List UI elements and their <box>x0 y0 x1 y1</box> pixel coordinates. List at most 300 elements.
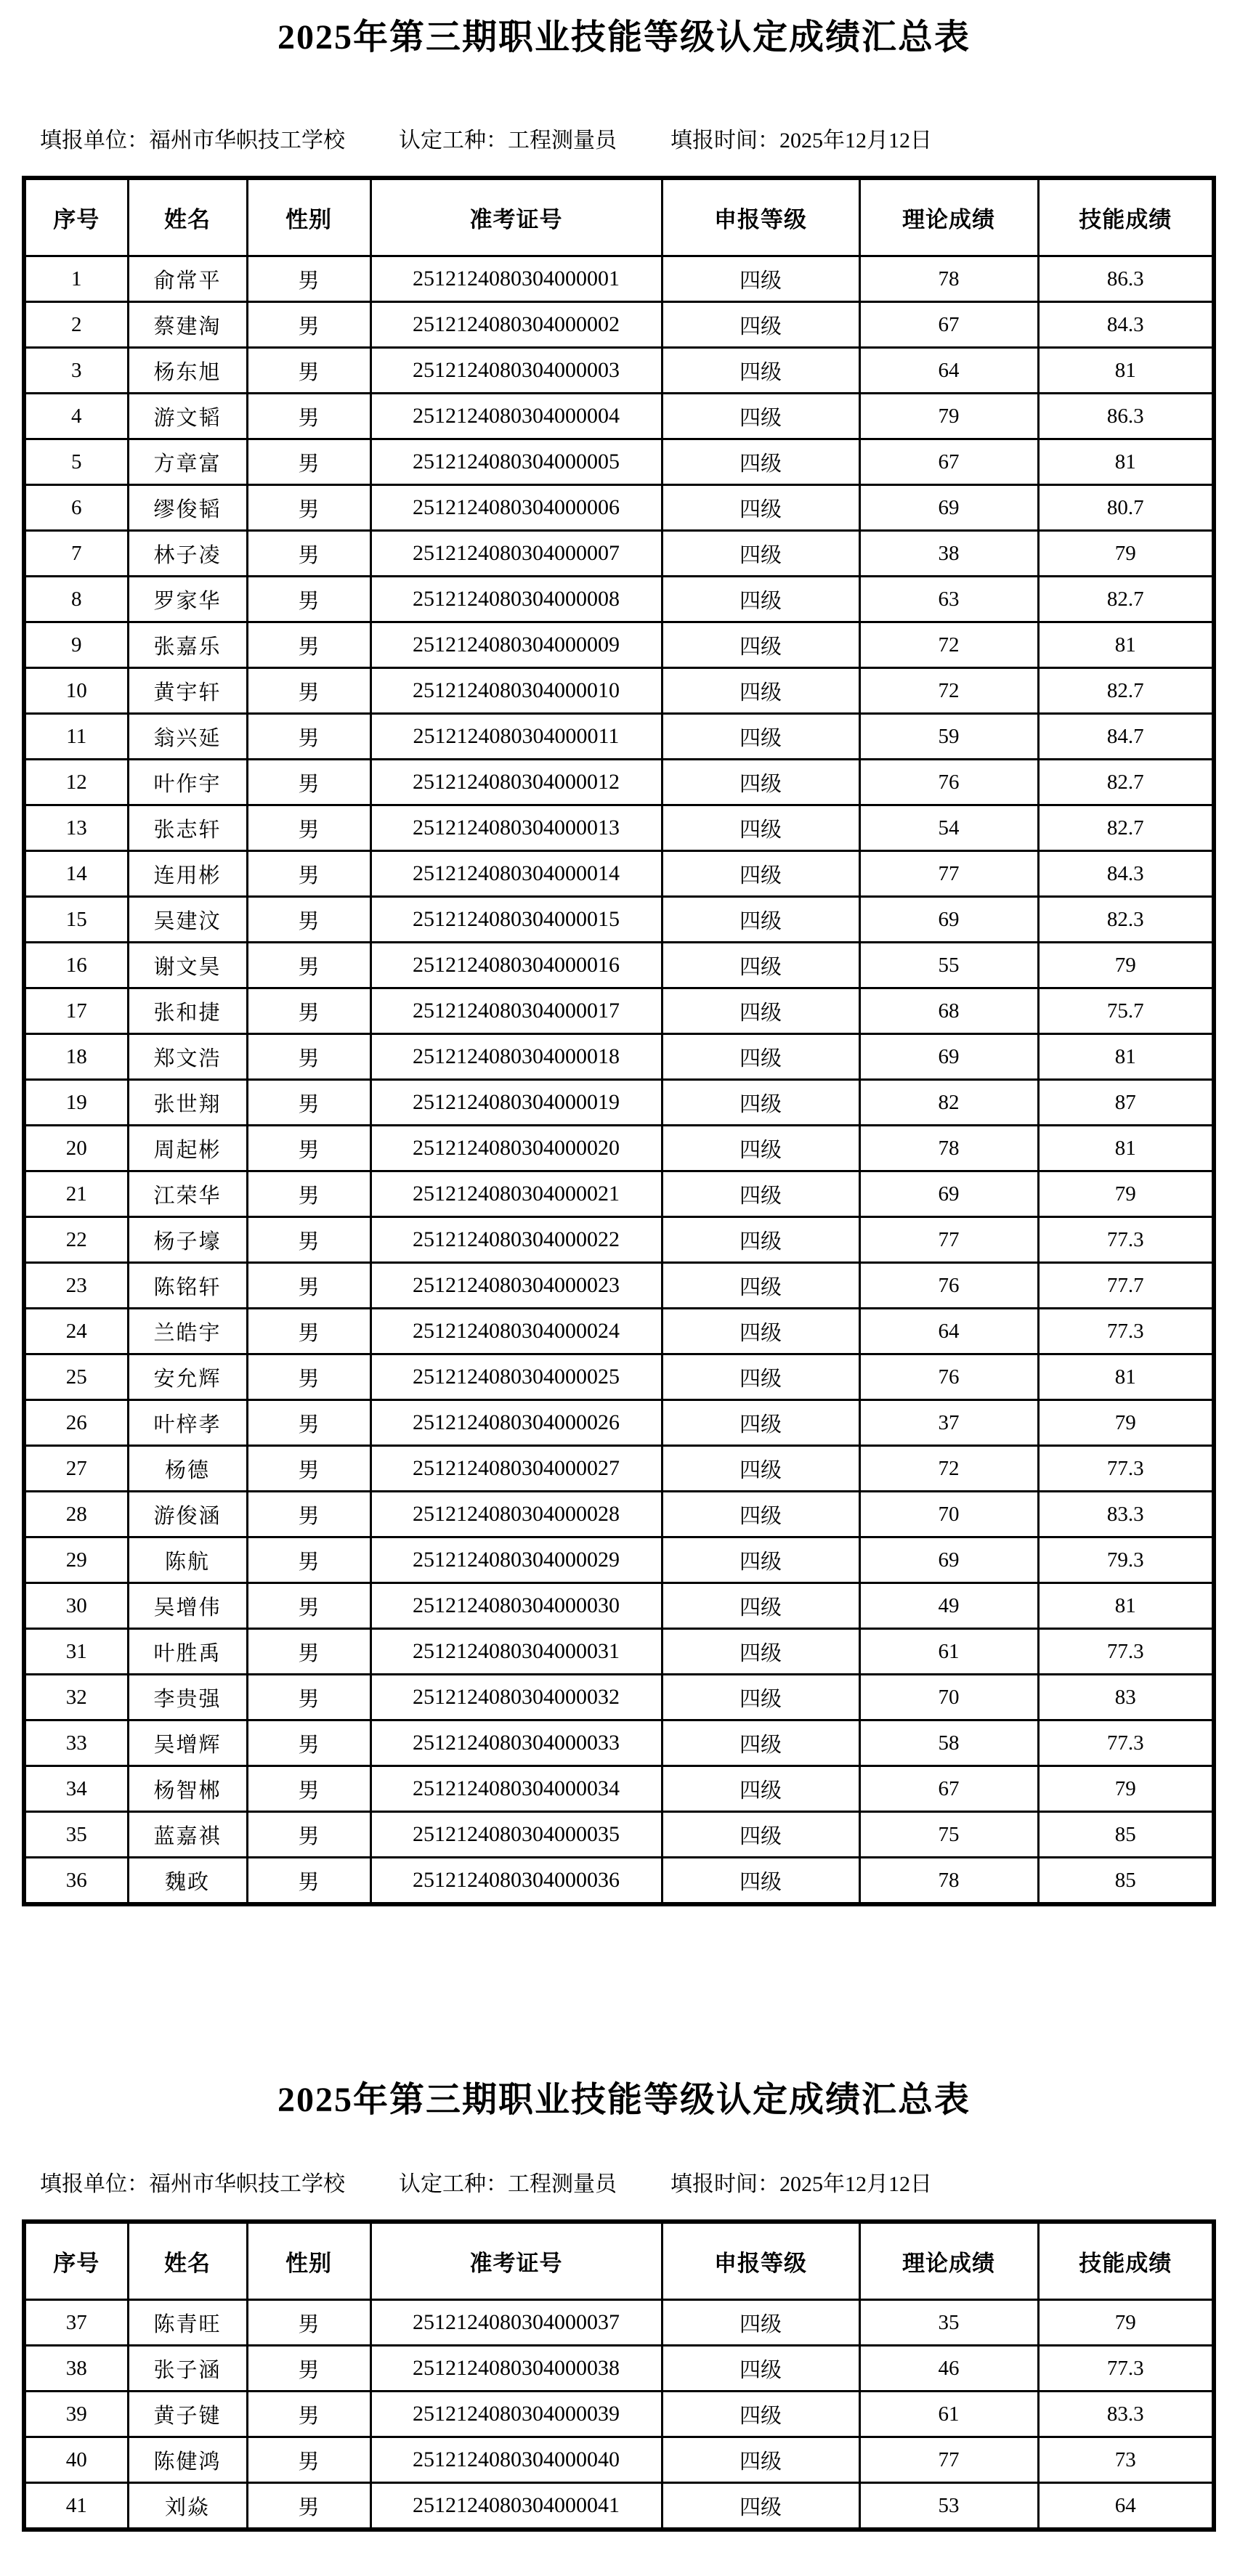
cell-level: 四级 <box>662 531 859 577</box>
cell-no: 29 <box>24 1537 128 1583</box>
cell-name: 缪俊韬 <box>128 485 247 531</box>
cell-id: 2512124080304000013 <box>370 805 662 851</box>
cell-id: 2512124080304000008 <box>370 577 662 622</box>
header-gender: 性别 <box>247 178 370 256</box>
cell-no: 37 <box>24 2300 128 2346</box>
cell-skill: 73 <box>1038 2437 1214 2483</box>
cell-name: 蓝嘉祺 <box>128 1812 247 1858</box>
cell-name: 杨东旭 <box>128 348 247 394</box>
cell-name: 黄子键 <box>128 2392 247 2437</box>
cell-id: 2512124080304000006 <box>370 485 662 531</box>
cell-level: 四级 <box>662 714 859 760</box>
cell-no: 20 <box>24 1126 128 1171</box>
report-meta-line-2 <box>40 2170 1231 2199</box>
header-name: 姓名 <box>128 2222 247 2300</box>
cell-name: 黄宇轩 <box>128 668 247 714</box>
header-no: 序号 <box>24 178 128 256</box>
cell-no: 8 <box>24 577 128 622</box>
cell-gender: 男 <box>247 1675 370 1720</box>
cell-no: 10 <box>24 668 128 714</box>
cell-skill: 81 <box>1038 1126 1214 1171</box>
cell-theory: 63 <box>859 577 1038 622</box>
cell-level: 四级 <box>662 1858 859 1905</box>
cell-id: 2512124080304000020 <box>370 1126 662 1171</box>
cell-no: 22 <box>24 1217 128 1263</box>
table-row <box>24 1080 1214 1126</box>
cell-theory: 61 <box>859 1629 1038 1675</box>
cell-skill: 82.3 <box>1038 897 1214 943</box>
table-row <box>24 1720 1214 1766</box>
table-row <box>24 1583 1214 1629</box>
cell-skill: 84.7 <box>1038 714 1214 760</box>
cell-gender: 男 <box>247 2300 370 2346</box>
cell-no: 2 <box>24 302 128 348</box>
cell-gender: 男 <box>247 1858 370 1905</box>
cell-level: 四级 <box>662 2346 859 2392</box>
cell-theory: 38 <box>859 531 1038 577</box>
cell-theory: 76 <box>859 1354 1038 1400</box>
cell-gender: 男 <box>247 1263 370 1309</box>
header-skill-score: 技能成绩 <box>1038 2222 1214 2300</box>
table-row <box>24 1492 1214 1537</box>
cell-id: 2512124080304000035 <box>370 1812 662 1858</box>
cell-gender: 男 <box>247 2437 370 2483</box>
report-trade-label: 认定工种： <box>399 2172 508 2196</box>
cell-theory: 61 <box>859 2392 1038 2437</box>
cell-no: 12 <box>24 760 128 805</box>
cell-gender: 男 <box>247 1629 370 1675</box>
cell-no: 40 <box>24 2437 128 2483</box>
report-unit <box>40 129 345 153</box>
cell-id: 2512124080304000025 <box>370 1354 662 1400</box>
cell-theory: 77 <box>859 851 1038 897</box>
cell-level: 四级 <box>662 577 859 622</box>
cell-skill: 79 <box>1038 2300 1214 2346</box>
cell-gender: 男 <box>247 1034 370 1080</box>
cell-no: 35 <box>24 1812 128 1858</box>
cell-no: 19 <box>24 1080 128 1126</box>
cell-gender: 男 <box>247 256 370 302</box>
table-row <box>24 988 1214 1034</box>
cell-skill: 79 <box>1038 531 1214 577</box>
cell-gender: 男 <box>247 1354 370 1400</box>
cell-level: 四级 <box>662 2483 859 2530</box>
report-date <box>670 2172 932 2196</box>
cell-name: 杨德 <box>128 1446 247 1492</box>
cell-name: 蔡建淘 <box>128 302 247 348</box>
cell-id: 2512124080304000005 <box>370 439 662 485</box>
cell-theory: 69 <box>859 485 1038 531</box>
table-row <box>24 1812 1214 1858</box>
table-row <box>24 2483 1214 2530</box>
cell-id: 2512124080304000017 <box>370 988 662 1034</box>
cell-id: 2512124080304000032 <box>370 1675 662 1720</box>
cell-level: 四级 <box>662 1766 859 1812</box>
cell-name: 张世翔 <box>128 1080 247 1126</box>
cell-theory: 78 <box>859 1858 1038 1905</box>
cell-id: 2512124080304000001 <box>370 256 662 302</box>
table-header <box>24 2222 1214 2300</box>
cell-level: 四级 <box>662 2437 859 2483</box>
cell-id: 2512124080304000018 <box>370 1034 662 1080</box>
cell-no: 33 <box>24 1720 128 1766</box>
cell-id: 2512124080304000022 <box>370 1217 662 1263</box>
table-row <box>24 348 1214 394</box>
cell-name: 张嘉乐 <box>128 622 247 668</box>
header-level: 申报等级 <box>662 178 859 256</box>
cell-gender: 男 <box>247 714 370 760</box>
cell-id: 2512124080304000026 <box>370 1400 662 1446</box>
cell-skill: 77.3 <box>1038 2346 1214 2392</box>
cell-skill: 81 <box>1038 1354 1214 1400</box>
cell-gender: 男 <box>247 1583 370 1629</box>
table-row <box>24 256 1214 302</box>
table-row <box>24 714 1214 760</box>
table-row <box>24 1675 1214 1720</box>
cell-level: 四级 <box>662 988 859 1034</box>
table-row <box>24 1446 1214 1492</box>
cell-name: 郑文浩 <box>128 1034 247 1080</box>
table-row <box>24 760 1214 805</box>
cell-level: 四级 <box>662 851 859 897</box>
cell-name: 魏政 <box>128 1858 247 1905</box>
cell-id: 2512124080304000041 <box>370 2483 662 2530</box>
cell-gender: 男 <box>247 1309 370 1354</box>
cell-id: 2512124080304000016 <box>370 943 662 988</box>
cell-no: 26 <box>24 1400 128 1446</box>
cell-id: 2512124080304000030 <box>370 1583 662 1629</box>
cell-level: 四级 <box>662 1309 859 1354</box>
table-row <box>24 394 1214 439</box>
cell-skill: 81 <box>1038 1583 1214 1629</box>
cell-skill: 77.3 <box>1038 1309 1214 1354</box>
cell-name: 杨智郴 <box>128 1766 247 1812</box>
cell-level: 四级 <box>662 1263 859 1309</box>
cell-gender: 男 <box>247 851 370 897</box>
cell-no: 6 <box>24 485 128 531</box>
cell-name: 李贵强 <box>128 1675 247 1720</box>
cell-id: 2512124080304000011 <box>370 714 662 760</box>
cell-theory: 78 <box>859 256 1038 302</box>
table-row <box>24 302 1214 348</box>
cell-id: 2512124080304000039 <box>370 2392 662 2437</box>
cell-no: 17 <box>24 988 128 1034</box>
cell-id: 2512124080304000021 <box>370 1171 662 1217</box>
cell-skill: 83.3 <box>1038 1492 1214 1537</box>
table-row <box>24 1171 1214 1217</box>
cell-theory: 76 <box>859 760 1038 805</box>
report-date <box>670 129 932 153</box>
cell-theory: 70 <box>859 1492 1038 1537</box>
table-row <box>24 1309 1214 1354</box>
report-unit-label: 填报单位： <box>40 2172 149 2196</box>
cell-name: 游俊涵 <box>128 1492 247 1537</box>
cell-id: 2512124080304000028 <box>370 1492 662 1537</box>
cell-name: 陈航 <box>128 1537 247 1583</box>
table-row <box>24 622 1214 668</box>
report-date-value: 2025年12月12日 <box>779 129 932 153</box>
cell-id: 2512124080304000037 <box>370 2300 662 2346</box>
cell-id: 2512124080304000007 <box>370 531 662 577</box>
table-row <box>24 1400 1214 1446</box>
cell-no: 9 <box>24 622 128 668</box>
cell-name: 翁兴延 <box>128 714 247 760</box>
cell-theory: 67 <box>859 302 1038 348</box>
cell-skill: 80.7 <box>1038 485 1214 531</box>
table-row <box>24 897 1214 943</box>
cell-skill: 87 <box>1038 1080 1214 1126</box>
cell-level: 四级 <box>662 1812 859 1858</box>
cell-level: 四级 <box>662 1446 859 1492</box>
cell-name: 吴增辉 <box>128 1720 247 1766</box>
cell-level: 四级 <box>662 805 859 851</box>
cell-skill: 79 <box>1038 1400 1214 1446</box>
cell-skill: 75.7 <box>1038 988 1214 1034</box>
report-unit-value: 福州市华帜技工学校 <box>149 2172 345 2196</box>
cell-name: 张子涵 <box>128 2346 247 2392</box>
cell-skill: 81 <box>1038 348 1214 394</box>
cell-level: 四级 <box>662 668 859 714</box>
cell-gender: 男 <box>247 1720 370 1766</box>
cell-id: 2512124080304000009 <box>370 622 662 668</box>
report-date-value: 2025年12月12日 <box>779 2172 932 2196</box>
cell-name: 刘焱 <box>128 2483 247 2530</box>
report-trade-value: 工程测量员 <box>508 129 617 153</box>
table-body <box>24 2300 1214 2530</box>
cell-level: 四级 <box>662 1537 859 1583</box>
cell-theory: 53 <box>859 2483 1038 2530</box>
cell-level: 四级 <box>662 1354 859 1400</box>
table-row <box>24 1126 1214 1171</box>
scores-table-page2 <box>22 2219 1216 2532</box>
cell-gender: 男 <box>247 760 370 805</box>
cell-id: 2512124080304000038 <box>370 2346 662 2392</box>
report-date-label: 填报时间： <box>670 129 779 153</box>
header-theory-score: 理论成绩 <box>859 2222 1038 2300</box>
cell-theory: 76 <box>859 1263 1038 1309</box>
cell-no: 39 <box>24 2392 128 2437</box>
report-unit <box>40 2172 345 2196</box>
table-row <box>24 2437 1214 2483</box>
cell-skill: 82.7 <box>1038 668 1214 714</box>
header-theory-score: 理论成绩 <box>859 178 1038 256</box>
cell-skill: 82.7 <box>1038 805 1214 851</box>
cell-level: 四级 <box>662 1583 859 1629</box>
cell-theory: 55 <box>859 943 1038 988</box>
cell-name: 罗家华 <box>128 577 247 622</box>
cell-no: 31 <box>24 1629 128 1675</box>
cell-skill: 64 <box>1038 2483 1214 2530</box>
cell-level: 四级 <box>662 302 859 348</box>
cell-gender: 男 <box>247 1080 370 1126</box>
cell-name: 叶胜禹 <box>128 1629 247 1675</box>
cell-level: 四级 <box>662 1171 859 1217</box>
report-trade-value: 工程测量员 <box>508 2172 617 2196</box>
cell-gender: 男 <box>247 988 370 1034</box>
cell-no: 16 <box>24 943 128 988</box>
cell-level: 四级 <box>662 1629 859 1675</box>
cell-no: 27 <box>24 1446 128 1492</box>
cell-gender: 男 <box>247 1446 370 1492</box>
cell-level: 四级 <box>662 439 859 485</box>
cell-no: 1 <box>24 256 128 302</box>
cell-gender: 男 <box>247 531 370 577</box>
cell-gender: 男 <box>247 943 370 988</box>
cell-gender: 男 <box>247 394 370 439</box>
cell-gender: 男 <box>247 668 370 714</box>
report-unit-value: 福州市华帜技工学校 <box>149 129 345 153</box>
report-trade <box>399 2172 617 2196</box>
cell-id: 2512124080304000010 <box>370 668 662 714</box>
cell-id: 2512124080304000015 <box>370 897 662 943</box>
header-no: 序号 <box>24 2222 128 2300</box>
cell-theory: 59 <box>859 714 1038 760</box>
cell-no: 38 <box>24 2346 128 2392</box>
cell-skill: 77.7 <box>1038 1263 1214 1309</box>
cell-gender: 男 <box>247 2346 370 2392</box>
cell-theory: 67 <box>859 439 1038 485</box>
cell-name: 吴建汶 <box>128 897 247 943</box>
cell-no: 3 <box>24 348 128 394</box>
cell-skill: 79 <box>1038 943 1214 988</box>
cell-gender: 男 <box>247 1492 370 1537</box>
cell-theory: 75 <box>859 1812 1038 1858</box>
cell-skill: 79 <box>1038 1171 1214 1217</box>
header-exam-id: 准考证号 <box>370 178 662 256</box>
cell-theory: 54 <box>859 805 1038 851</box>
cell-gender: 男 <box>247 1537 370 1583</box>
cell-no: 32 <box>24 1675 128 1720</box>
table-row <box>24 439 1214 485</box>
cell-id: 2512124080304000003 <box>370 348 662 394</box>
cell-id: 2512124080304000023 <box>370 1263 662 1309</box>
cell-level: 四级 <box>662 1034 859 1080</box>
table-row <box>24 1354 1214 1400</box>
cell-name: 陈青旺 <box>128 2300 247 2346</box>
table-row <box>24 2346 1214 2392</box>
cell-gender: 男 <box>247 302 370 348</box>
cell-theory: 78 <box>859 1126 1038 1171</box>
cell-id: 2512124080304000012 <box>370 760 662 805</box>
cell-level: 四级 <box>662 394 859 439</box>
cell-name: 吴增伟 <box>128 1583 247 1629</box>
cell-name: 兰皓宇 <box>128 1309 247 1354</box>
cell-level: 四级 <box>662 760 859 805</box>
cell-name: 方章富 <box>128 439 247 485</box>
cell-gender: 男 <box>247 1400 370 1446</box>
cell-skill: 77.3 <box>1038 1720 1214 1766</box>
cell-skill: 77.3 <box>1038 1217 1214 1263</box>
cell-gender: 男 <box>247 897 370 943</box>
cell-theory: 82 <box>859 1080 1038 1126</box>
cell-skill: 79 <box>1038 1766 1214 1812</box>
cell-id: 2512124080304000033 <box>370 1720 662 1766</box>
cell-gender: 男 <box>247 439 370 485</box>
cell-gender: 男 <box>247 2483 370 2530</box>
cell-no: 7 <box>24 531 128 577</box>
cell-name: 张志轩 <box>128 805 247 851</box>
table-body <box>24 256 1214 1905</box>
cell-no: 41 <box>24 2483 128 2530</box>
cell-no: 18 <box>24 1034 128 1080</box>
cell-theory: 72 <box>859 1446 1038 1492</box>
cell-no: 4 <box>24 394 128 439</box>
table-row <box>24 485 1214 531</box>
cell-theory: 58 <box>859 1720 1038 1766</box>
cell-theory: 69 <box>859 1537 1038 1583</box>
table-row <box>24 1034 1214 1080</box>
cell-theory: 68 <box>859 988 1038 1034</box>
table-row <box>24 1629 1214 1675</box>
cell-skill: 79.3 <box>1038 1537 1214 1583</box>
report-trade <box>399 129 617 153</box>
cell-name: 陈健鸿 <box>128 2437 247 2483</box>
cell-no: 25 <box>24 1354 128 1400</box>
scores-table-page1 <box>22 176 1216 1906</box>
cell-name: 杨子壕 <box>128 1217 247 1263</box>
cell-name: 林子凌 <box>128 531 247 577</box>
cell-name: 叶梓孝 <box>128 1400 247 1446</box>
cell-skill: 81 <box>1038 1034 1214 1080</box>
table-row <box>24 668 1214 714</box>
cell-level: 四级 <box>662 2392 859 2437</box>
cell-gender: 男 <box>247 485 370 531</box>
cell-gender: 男 <box>247 805 370 851</box>
cell-skill: 86.3 <box>1038 394 1214 439</box>
cell-id: 2512124080304000029 <box>370 1537 662 1583</box>
table-row <box>24 851 1214 897</box>
header-exam-id: 准考证号 <box>370 2222 662 2300</box>
cell-no: 21 <box>24 1171 128 1217</box>
table-row <box>24 577 1214 622</box>
cell-name: 俞常平 <box>128 256 247 302</box>
header-name: 姓名 <box>128 178 247 256</box>
cell-skill: 84.3 <box>1038 851 1214 897</box>
cell-no: 30 <box>24 1583 128 1629</box>
table-header <box>24 178 1214 256</box>
report-meta-line <box>40 126 1231 155</box>
cell-id: 2512124080304000019 <box>370 1080 662 1126</box>
cell-theory: 69 <box>859 1171 1038 1217</box>
table-row <box>24 943 1214 988</box>
cell-no: 14 <box>24 851 128 897</box>
cell-skill: 77.3 <box>1038 1629 1214 1675</box>
cell-name: 周起彬 <box>128 1126 247 1171</box>
table-row <box>24 1537 1214 1583</box>
cell-level: 四级 <box>662 1675 859 1720</box>
cell-level: 四级 <box>662 1217 859 1263</box>
cell-skill: 83 <box>1038 1675 1214 1720</box>
cell-theory: 69 <box>859 897 1038 943</box>
cell-gender: 男 <box>247 1171 370 1217</box>
cell-skill: 84.3 <box>1038 302 1214 348</box>
cell-id: 2512124080304000002 <box>370 302 662 348</box>
cell-level: 四级 <box>662 256 859 302</box>
cell-skill: 82.7 <box>1038 577 1214 622</box>
cell-gender: 男 <box>247 1766 370 1812</box>
cell-skill: 85 <box>1038 1858 1214 1905</box>
cell-id: 2512124080304000004 <box>370 394 662 439</box>
table-row <box>24 1217 1214 1263</box>
cell-level: 四级 <box>662 943 859 988</box>
header-gender: 性别 <box>247 2222 370 2300</box>
cell-no: 5 <box>24 439 128 485</box>
cell-gender: 男 <box>247 622 370 668</box>
cell-theory: 72 <box>859 622 1038 668</box>
cell-theory: 79 <box>859 394 1038 439</box>
cell-name: 张和捷 <box>128 988 247 1034</box>
cell-theory: 70 <box>859 1675 1038 1720</box>
